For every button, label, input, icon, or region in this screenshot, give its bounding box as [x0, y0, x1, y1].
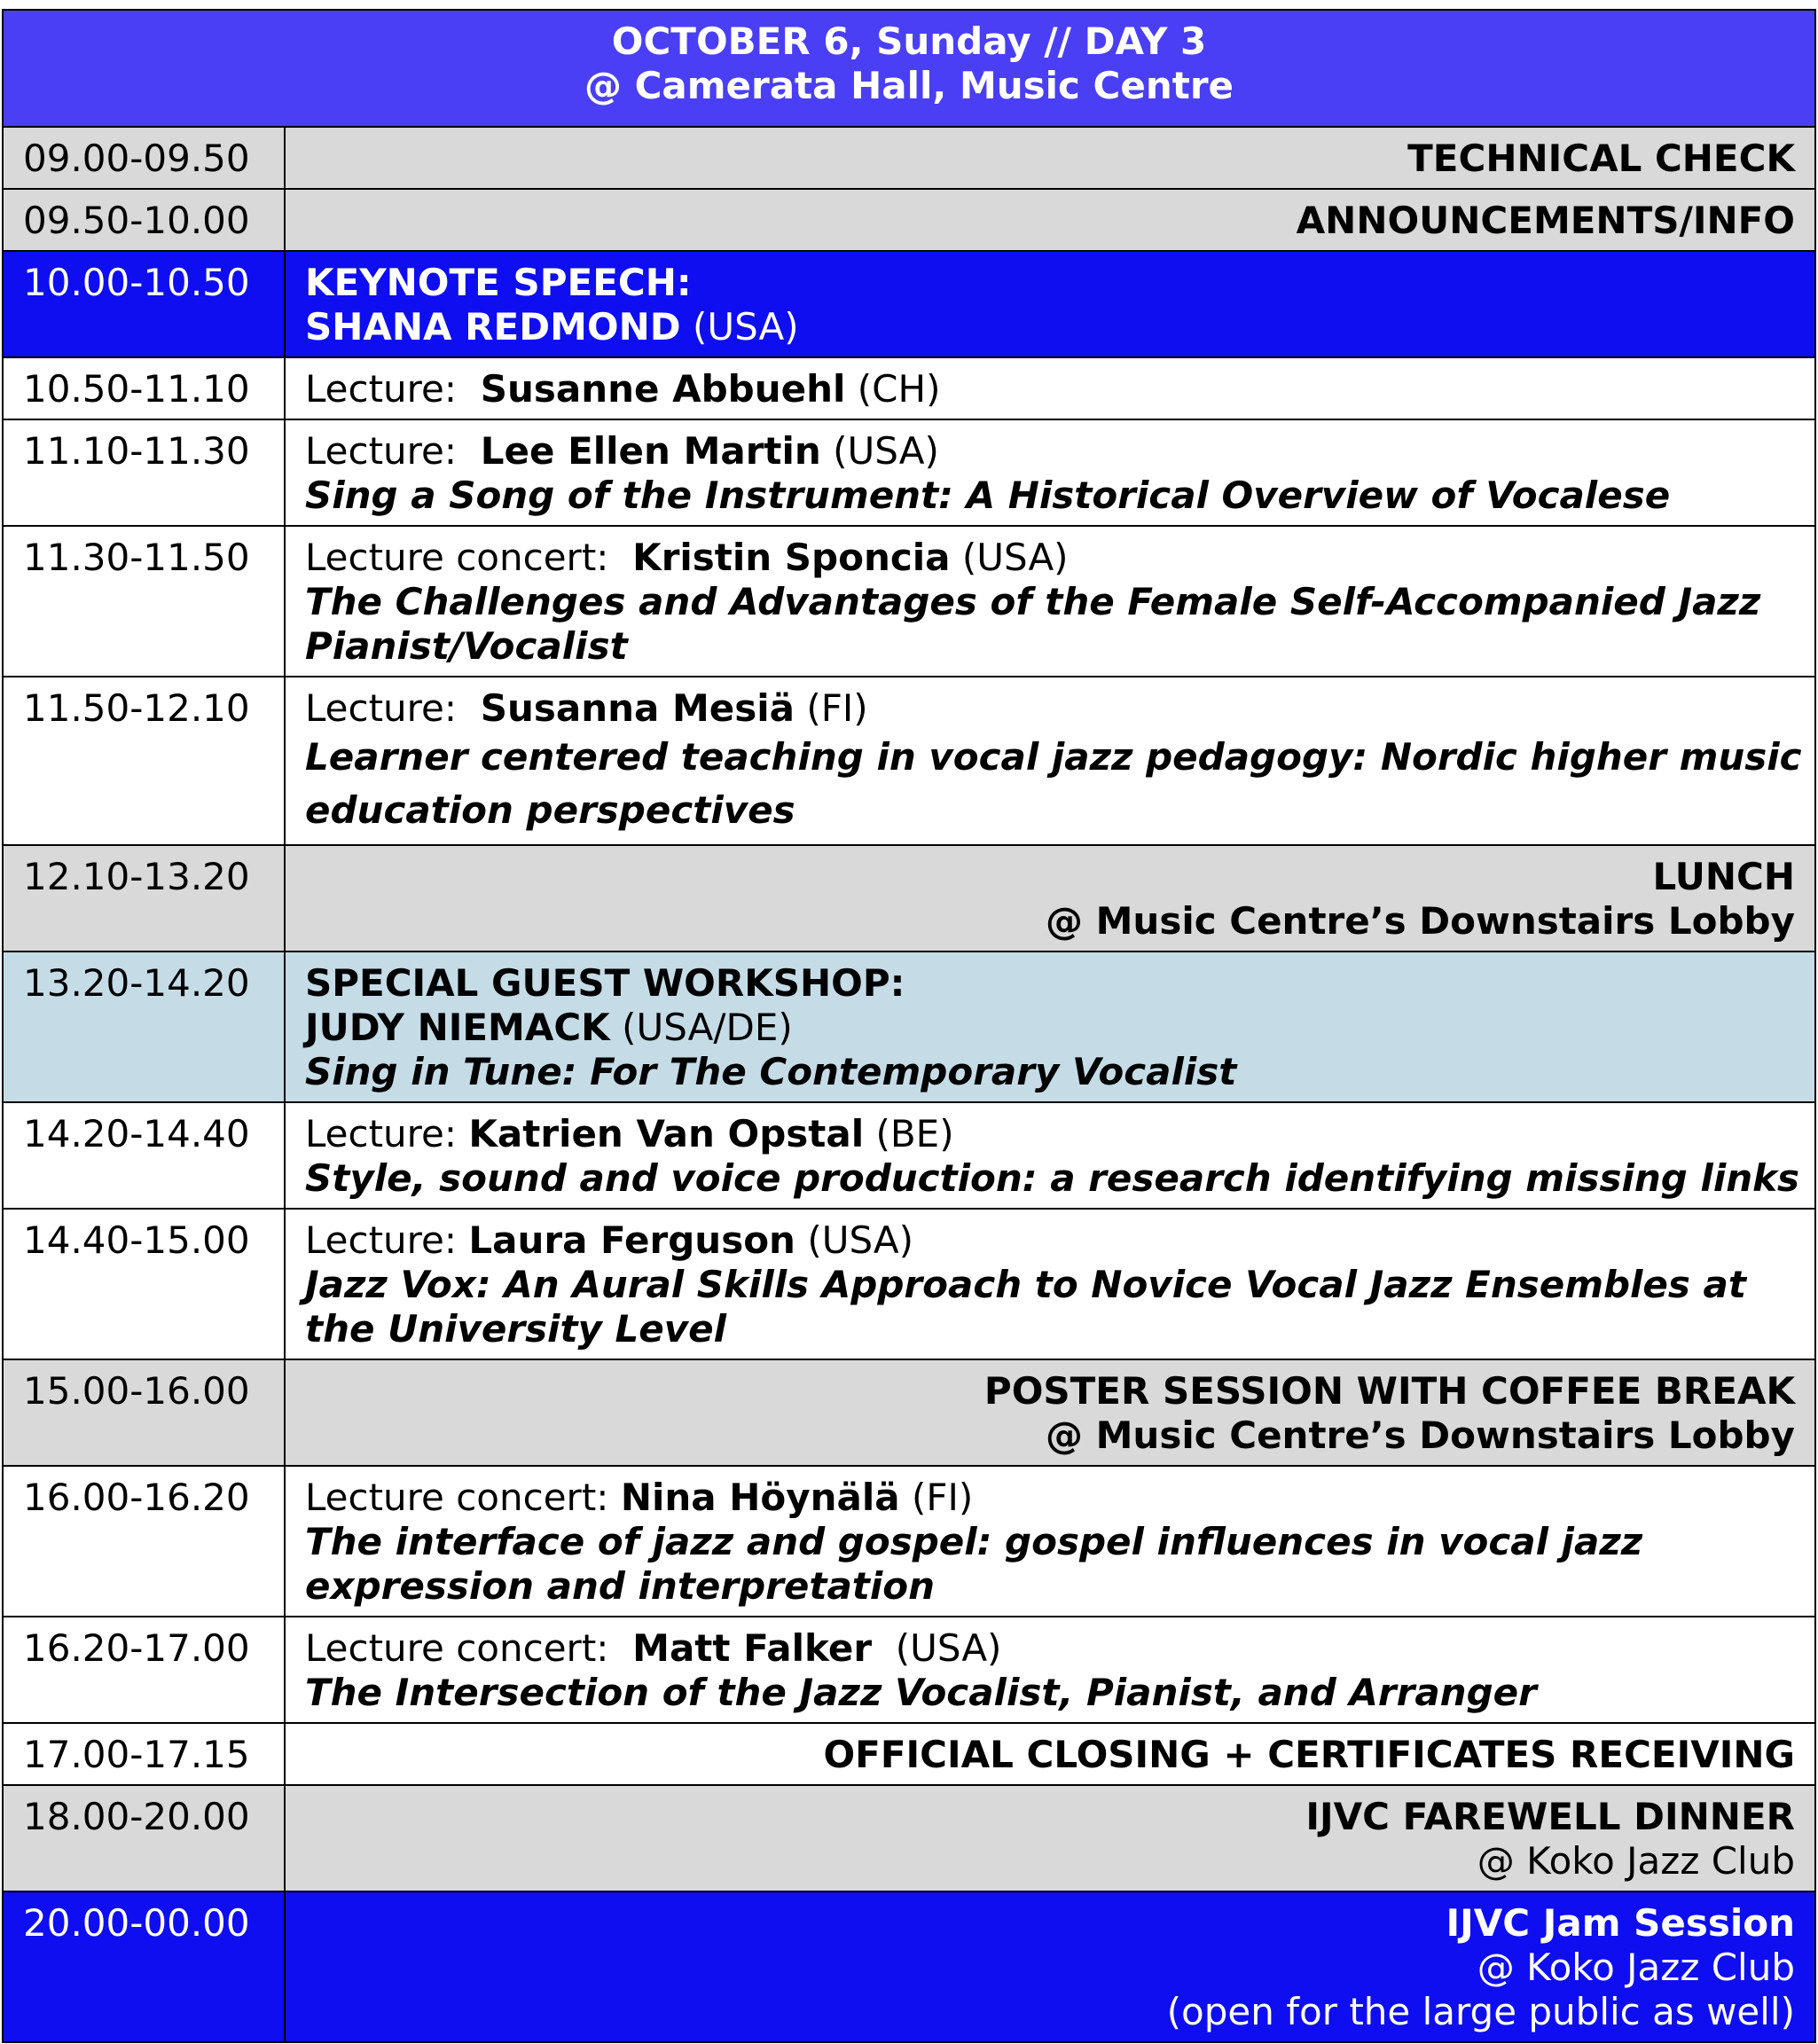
table-row [3, 1723, 1815, 1785]
session-type: Lecture concert: [305, 1626, 609, 1670]
table-row [3, 845, 1815, 952]
time-cell: 15.00-16.00 [3, 1359, 285, 1466]
speaker-country: (USA) [961, 536, 1069, 579]
session-type: Lecture concert: [305, 536, 609, 579]
table-row [3, 1359, 1815, 1466]
table-row [3, 419, 1815, 526]
speaker-country: (USA) [833, 429, 939, 473]
speaker-line [305, 429, 1795, 474]
speaker-name: Susanne Abbuehl [480, 367, 846, 411]
time-cell: 14.20-14.40 [3, 1102, 285, 1209]
session-type: Lecture: [305, 429, 458, 473]
talk-title: The Intersection of the Jazz Vocalist, Pianist, and Arranger [305, 1671, 1537, 1714]
event-label: KEYNOTE SPEECH: [305, 261, 692, 304]
day-header-row [3, 10, 1815, 127]
event-cell [285, 1209, 1815, 1359]
speaker-line [305, 367, 1795, 411]
event-title: OFFICIAL CLOSING + CERTIFICATES RECEIVING [823, 1733, 1795, 1776]
event-note: (open for the large public as well) [1166, 1990, 1795, 2033]
talk-title: The Challenges and Advantages of the Female Self-Accompanied Jazz [305, 580, 1761, 623]
event-cell [285, 845, 1815, 952]
table-row [3, 677, 1815, 845]
day-header [3, 10, 1815, 127]
talk-title: Sing in Tune: For The Contemporary Vocalist [305, 1050, 1237, 1093]
time-cell: 09.50-10.00 [3, 189, 285, 251]
session-type: Lecture: [305, 1112, 458, 1155]
time-cell: 14.40-15.00 [3, 1209, 285, 1359]
event-cell [285, 1102, 1815, 1209]
time-cell: 11.50-12.10 [3, 677, 285, 845]
time-cell: 13.20-14.20 [3, 952, 285, 1102]
speaker-line [305, 686, 1795, 731]
talk-title: Style, sound and voice production: a research identifying missing links [305, 1156, 1800, 1200]
talk-title: Sing a Song of the Instrument: A Historical Overview of Vocalese [305, 474, 1671, 517]
event-cell [285, 251, 1815, 357]
speaker-country: (FI) [806, 686, 868, 730]
speaker-name: Susanna Mesiä [480, 686, 795, 730]
time-cell: 16.00-16.20 [3, 1466, 285, 1617]
table-row [3, 1617, 1815, 1723]
day-title: OCTOBER 6, Sunday // DAY 3 [611, 20, 1207, 63]
talk-title-cont: education perspectives [305, 788, 795, 832]
speaker-country: (USA/DE) [622, 1006, 793, 1049]
talk-title-cont: Pianist/Vocalist [305, 624, 628, 668]
table-row [3, 952, 1815, 1102]
talk-title: The interface of jazz and gospel: gospel influences in vocal jazz [305, 1520, 1643, 1563]
event-cell [285, 127, 1815, 189]
table-row [3, 526, 1815, 677]
speaker-country: (FI) [911, 1476, 974, 1519]
event-cell [285, 189, 1815, 251]
table-row [3, 1785, 1815, 1891]
event-title: IJVC FAREWELL DINNER [1305, 1795, 1795, 1838]
talk-title-cont: expression and interpretation [305, 1564, 936, 1608]
event-cell [285, 677, 1815, 845]
speaker-name: Katrien Van Opstal [468, 1112, 865, 1155]
event-title: TECHNICAL CHECK [1407, 137, 1795, 180]
speaker-country: (BE) [875, 1112, 954, 1155]
event-cell [285, 1785, 1815, 1891]
event-label: SPECIAL GUEST WORKSHOP: [305, 961, 905, 1005]
speaker-country: (CH) [857, 367, 941, 411]
time-cell: 11.10-11.30 [3, 419, 285, 526]
speaker-name: Laura Ferguson [468, 1218, 795, 1262]
talk-title: Learner centered teaching in vocal jazz pedagogy: Nordic higher music [305, 735, 1802, 779]
speaker-name: Matt Falker [632, 1626, 873, 1670]
event-cell [285, 419, 1815, 526]
table-row [3, 1466, 1815, 1617]
venue-title: @ Camerata Hall, Music Centre [584, 64, 1234, 107]
speaker-line [305, 1218, 1795, 1263]
speaker-line [305, 1626, 1795, 1671]
table-row [3, 357, 1815, 419]
event-location: @ Koko Jazz Club [1477, 1839, 1795, 1883]
session-type: Lecture: [305, 686, 458, 730]
speaker-country: (USA) [692, 305, 799, 348]
table-row [3, 1209, 1815, 1359]
speaker-country: (USA) [895, 1626, 1002, 1670]
time-cell: 12.10-13.20 [3, 845, 285, 952]
event-cell [285, 1359, 1815, 1466]
table-row [3, 251, 1815, 357]
talk-title: Jazz Vox: An Aural Skills Approach to Novice Vocal Jazz Ensembles at [305, 1263, 1746, 1306]
speaker-line [305, 536, 1795, 580]
speaker-name: SHANA REDMOND [305, 305, 681, 348]
speaker-name: JUDY NIEMACK [305, 1006, 610, 1049]
time-cell: 10.50-11.10 [3, 357, 285, 419]
event-cell [285, 357, 1815, 419]
event-title: IJVC Jam Session [1446, 1901, 1795, 1945]
table-row [3, 189, 1815, 251]
time-cell: 20.00-00.00 [3, 1891, 285, 2042]
session-type: Lecture concert: [305, 1476, 609, 1519]
event-cell [285, 1891, 1815, 2042]
time-cell: 17.00-17.15 [3, 1723, 285, 1785]
speaker-line [305, 1006, 1795, 1050]
time-cell: 18.00-20.00 [3, 1785, 285, 1891]
table-row [3, 127, 1815, 189]
event-location: @ Koko Jazz Club [1477, 1946, 1795, 1989]
table-row [3, 1891, 1815, 2042]
event-cell [285, 952, 1815, 1102]
time-cell: 10.00-10.50 [3, 251, 285, 357]
speaker-name: Kristin Sponcia [632, 536, 951, 579]
table-row [3, 1102, 1815, 1209]
event-cell [285, 1466, 1815, 1617]
speaker-line [305, 305, 1795, 349]
event-cell [285, 1617, 1815, 1723]
speaker-name: Nina Höynälä [620, 1476, 900, 1519]
event-title: LUNCH [1652, 855, 1795, 898]
time-cell: 09.00-09.50 [3, 127, 285, 189]
event-title: ANNOUNCEMENTS/INFO [1296, 199, 1795, 242]
event-cell [285, 526, 1815, 677]
event-location: @ Music Centre’s Downstairs Lobby [1046, 899, 1795, 943]
time-cell: 11.30-11.50 [3, 526, 285, 677]
speaker-line [305, 1476, 1795, 1520]
time-cell: 16.20-17.00 [3, 1617, 285, 1723]
speaker-country: (USA) [807, 1218, 914, 1262]
session-type: Lecture: [305, 1218, 458, 1262]
event-title: POSTER SESSION WITH COFFEE BREAK [983, 1369, 1795, 1413]
speaker-name: Lee Ellen Martin [480, 429, 821, 473]
schedule-table [2, 9, 1816, 2043]
talk-title-cont: the University Level [305, 1307, 727, 1351]
session-type: Lecture: [305, 367, 458, 411]
event-location: @ Music Centre’s Downstairs Lobby [1046, 1414, 1795, 1457]
event-cell [285, 1723, 1815, 1785]
speaker-line [305, 1112, 1795, 1156]
